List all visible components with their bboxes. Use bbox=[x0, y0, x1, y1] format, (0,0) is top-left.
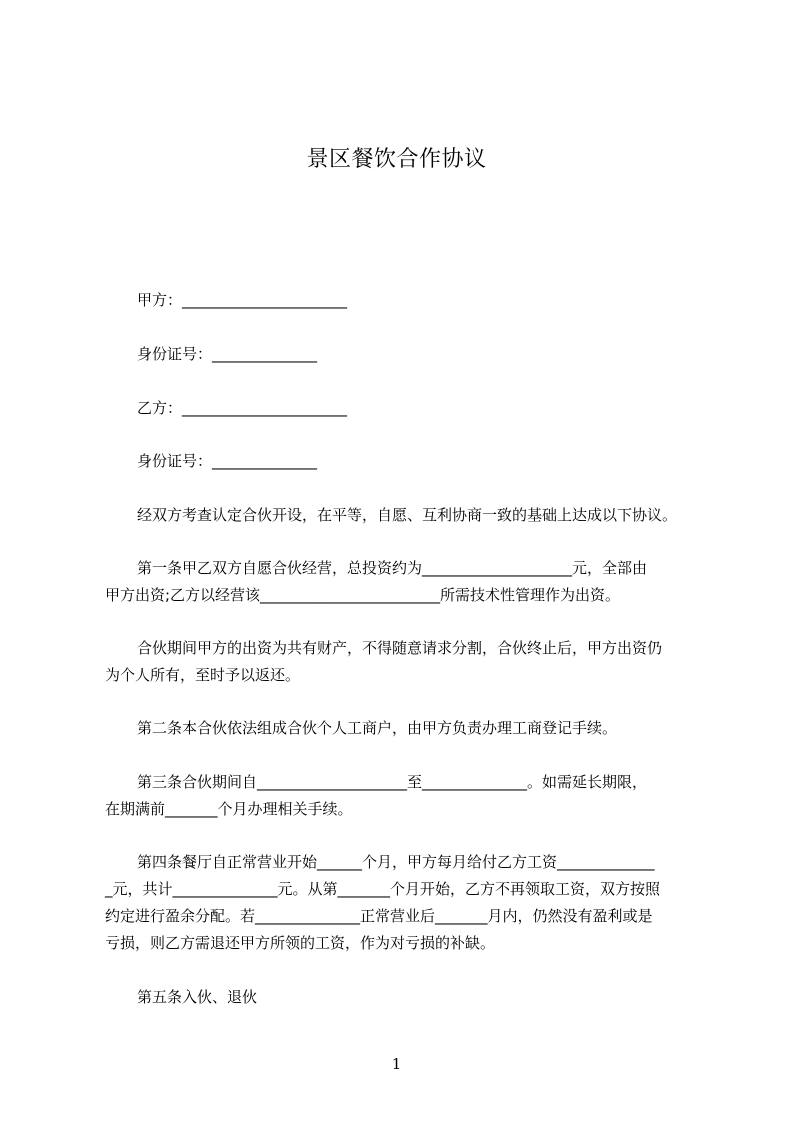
preamble-paragraph: 经双方考查认定合伙开设，在平等，自愿、互利协商一致的基础上达成以下协议。 bbox=[137, 506, 678, 524]
party-a-id-line: 身份证号：______________ bbox=[137, 345, 318, 363]
article-1-line-1: 第一条甲乙双方自愿合伙经营，总投资约为____________________元，全部由 bbox=[137, 559, 648, 577]
article-5-heading: 第五条入伙、退伙 bbox=[137, 988, 258, 1006]
article-4-line-3: 约定进行盈余分配。若______________正常营业后_______月内，仍然没有盈利或是 bbox=[105, 907, 653, 925]
page-number: 1 bbox=[391, 1055, 402, 1073]
capital-paragraph-line-2: 为个人所有，至时予以返还。 bbox=[105, 666, 301, 684]
article-3-line-1: 第三条合伙期间自____________________至______________。如需延长期限， bbox=[137, 773, 648, 791]
article-4-line-4: 亏损，则乙方需退还甲方所领的工资，作为对亏损的补缺。 bbox=[105, 934, 496, 952]
article-1-line-2: 甲方出资;乙方以经营该________________________所需技术性管理作为出资。 bbox=[105, 586, 621, 604]
article-4-line-2: _元，共计______________元。从第_______个月开始，乙方不再领取工资，双方按照 bbox=[105, 880, 661, 898]
party-a-line: 甲方：______________________ bbox=[137, 291, 348, 309]
party-b-line: 乙方：______________________ bbox=[137, 399, 348, 417]
article-4-line-1: 第四条餐厅自正常营业开始______个月，甲方每月给付乙方工资_____________ bbox=[137, 853, 655, 871]
document-title: 景区餐饮合作协议 bbox=[306, 147, 487, 172]
article-2-line: 第二条本合伙依法组成合伙个人工商户，由甲方负责办理工商登记手续。 bbox=[137, 719, 618, 737]
article-3-line-2: 在期满前_______个月办理相关手续。 bbox=[105, 800, 353, 818]
capital-paragraph-line-1: 合伙期间甲方的出资为共有财产，不得随意请求分割，合伙终止后，甲方出资仍 bbox=[137, 639, 663, 657]
party-b-id-line: 身份证号：______________ bbox=[137, 452, 318, 470]
